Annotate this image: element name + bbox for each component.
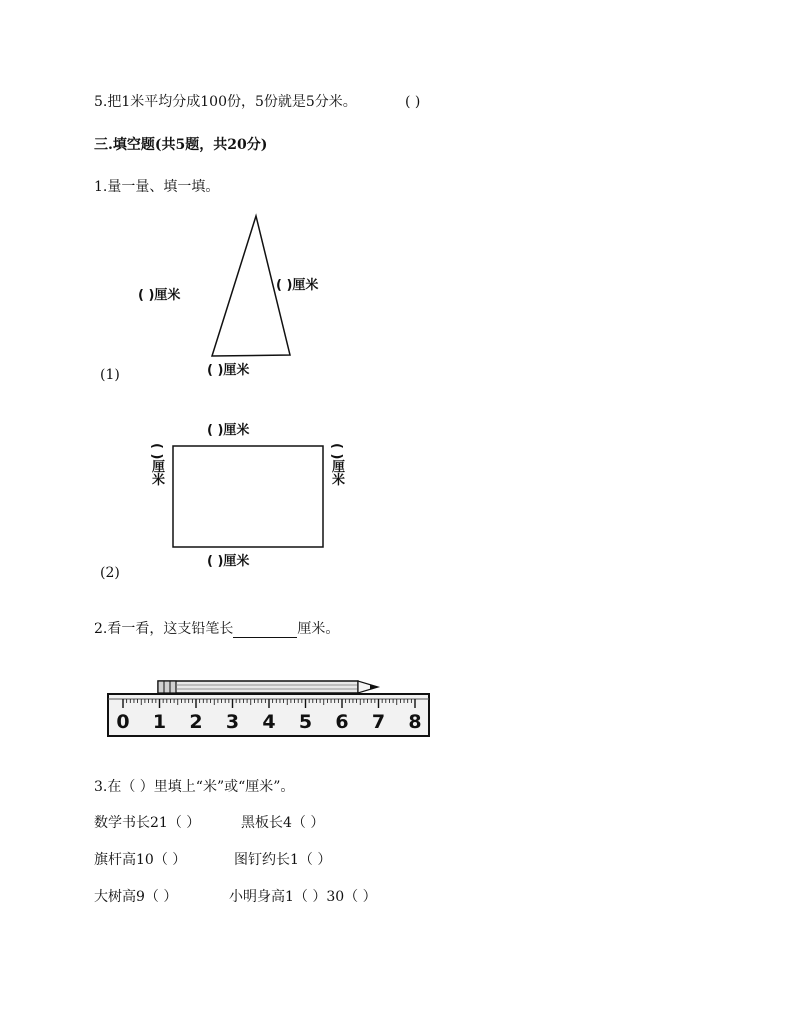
rectangle-right-side-label[interactable]: ( )厘米 xyxy=(329,443,344,486)
figure-2-number: (2) xyxy=(100,565,120,581)
ruler-number-label: 4 xyxy=(262,711,276,733)
question-3-item-3[interactable]: 旗杆高10（ ） xyxy=(94,852,187,868)
ruler-number-label: 7 xyxy=(371,711,386,733)
rectangle-bottom-label[interactable]: ( )厘米 xyxy=(207,554,250,569)
question-3-text: 3.在（ ）里填上“米”或“厘米”。 xyxy=(94,779,295,795)
question-2-suffix: 厘米。 xyxy=(297,621,340,637)
question-1-text: 1.量一量、填一填。 xyxy=(94,179,220,195)
triangle-base-label[interactable]: ( )厘米 xyxy=(207,363,250,378)
pencil-length-blank[interactable] xyxy=(233,623,297,638)
question-3-item-4[interactable]: 图钉约长1（ ） xyxy=(234,852,332,868)
question-3-item-5[interactable]: 大树高9（ ） xyxy=(94,889,178,905)
ruler-number-label: 5 xyxy=(298,711,313,733)
ruler-number-label: 2 xyxy=(189,711,203,733)
pencil-ruler-illustration xyxy=(104,672,434,742)
question-5-answer-bracket[interactable]: ( ) xyxy=(405,94,421,110)
ruler-number-label: 8 xyxy=(408,711,422,733)
triangle-right-side-label[interactable]: ( )厘米 xyxy=(276,278,319,293)
ruler-number-label: 1 xyxy=(152,711,167,733)
question-3-item-6[interactable]: 小明身高1（ ）30（ ） xyxy=(229,889,377,905)
rectangle-top-label[interactable]: ( )厘米 xyxy=(207,423,250,438)
triangle-left-side-label[interactable]: ( )厘米 xyxy=(138,288,181,303)
question-3-item-1[interactable]: 数学书长21（ ） xyxy=(94,815,201,831)
ruler-number-labels xyxy=(116,711,421,733)
section-3-heading: 三.填空题(共5题，共20分) xyxy=(94,137,268,153)
question-5-text: 5.把1米平均分成100份，5份就是5分米。 xyxy=(94,94,357,110)
pencil-icon xyxy=(158,681,378,693)
ruler-number-label: 6 xyxy=(335,711,349,733)
question-3-item-2[interactable]: 黑板长4（ ） xyxy=(241,815,325,831)
ruler-number-label: 3 xyxy=(225,711,240,733)
rectangle-shape xyxy=(173,446,323,547)
question-2-text xyxy=(94,620,339,638)
question-2-prefix: 2.看一看，这支铅笔长 xyxy=(94,621,234,637)
ruler-number-label: 0 xyxy=(116,711,130,733)
rectangle-left-side-label[interactable]: ( )厘米 xyxy=(149,443,164,486)
figure-1-number: (1) xyxy=(100,367,120,383)
